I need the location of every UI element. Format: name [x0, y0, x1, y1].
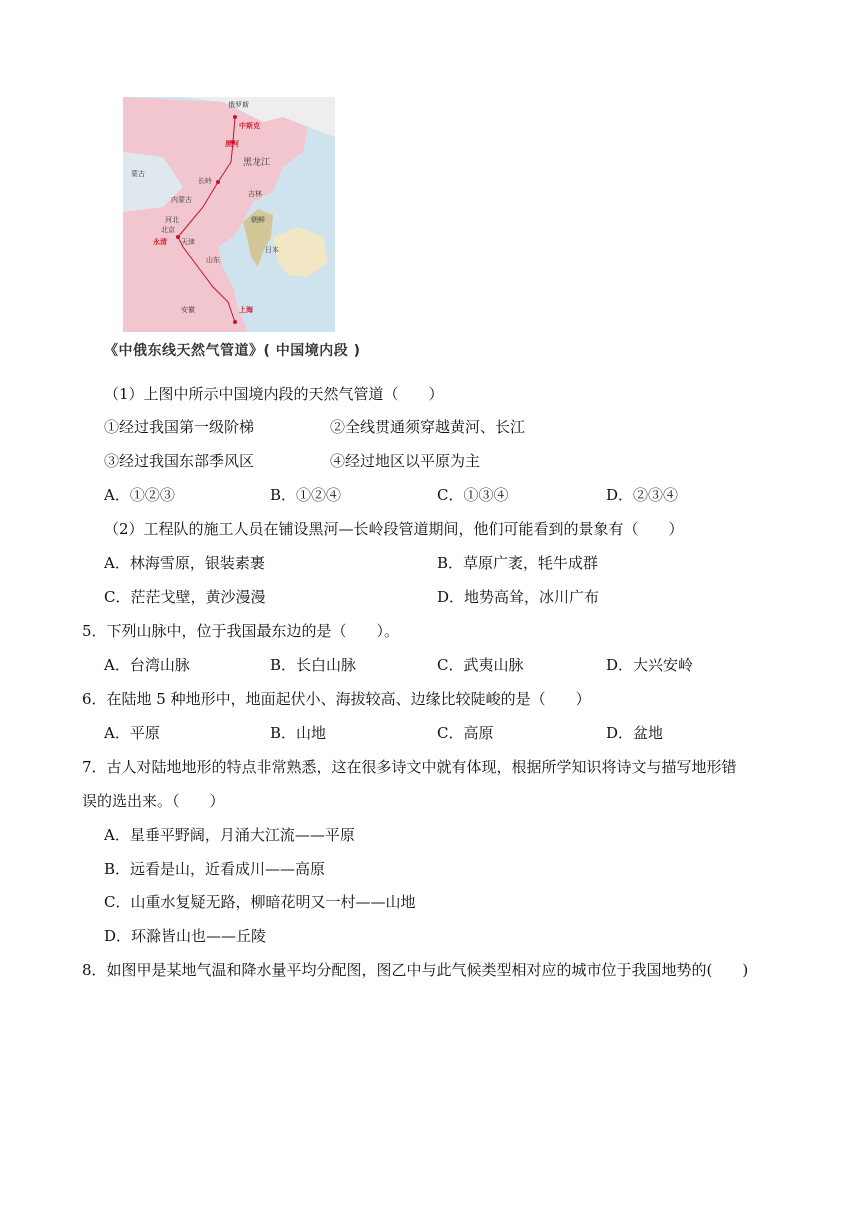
q4-1-statement-2: ②全线贯通须穿越黄河、长江 [330, 418, 526, 436]
map-label-hebei: 河北 [165, 216, 179, 224]
q4-2-option-c[interactable]: C．茫茫戈壁，黄沙漫漫 [104, 588, 266, 606]
map-label-yongqing: 永清 [153, 238, 167, 246]
pipeline-map-svg [123, 97, 335, 332]
q4-1-statement-4: ④经过地区以平原为主 [330, 452, 481, 470]
q7-option-d[interactable]: D．环滁皆山也——丘陵 [104, 927, 267, 945]
q5-stem: 5．下列山脉中，位于我国最东边的是（ ）。 [82, 622, 400, 640]
q5-option-b[interactable]: B．长白山脉 [270, 656, 357, 674]
q7-option-c[interactable]: C．山重水复疑无路，柳暗花明又一村——山地 [104, 893, 416, 911]
q4-1-option-b[interactable]: B．①②④ [270, 486, 342, 504]
q7-stem-line-2: 误的选出来。（ ） [82, 792, 225, 810]
q4-1-statement-1: ①经过我国第一级阶梯 [104, 418, 255, 436]
q7-option-a[interactable]: A．星垂平野阔，月涌大江流——平原 [104, 826, 355, 844]
map-label-neimenggu: 内蒙古 [171, 196, 192, 204]
map-label-zhongsike: 中斯克 [239, 122, 260, 130]
map-label-tianjin: 天津 [181, 238, 195, 246]
q8-stem: 8．如图甲是某地气温和降水量平均分配图，图乙中与此气候类型相对应的城市位于我国地势的( ) [82, 961, 749, 979]
map-label-jilin: 吉林 [248, 190, 262, 198]
q6-option-c[interactable]: C．高原 [437, 724, 494, 742]
map-label-shandong: 山东 [206, 256, 220, 264]
map-label-mongolia: 蒙古 [131, 170, 145, 178]
map-label-korea: 朝鲜 [251, 216, 265, 224]
q5-option-d[interactable]: D．大兴安岭 [606, 656, 694, 674]
q5-option-a[interactable]: A．台湾山脉 [104, 656, 190, 674]
q4-2-option-a[interactable]: A．林海雪原，银装素裹 [104, 554, 265, 572]
q6-option-d[interactable]: D．盆地 [606, 724, 664, 742]
map-label-anhui: 安徽 [181, 306, 195, 314]
map-label-heihe: 黑河 [225, 140, 239, 148]
q6-option-a[interactable]: A．平原 [104, 724, 160, 742]
q4-1-option-d[interactable]: D．②③④ [606, 486, 679, 504]
map-label-japan: 日本 [265, 246, 279, 254]
map-caption: 《中俄东线天然气管道》( 中国境内段 ) [104, 343, 361, 359]
q4-2-option-d[interactable]: D．地势高耸，冰川广布 [437, 588, 600, 606]
q4-1-statement-3: ③经过我国东部季风区 [104, 452, 255, 470]
q7-stem-line-1: 7．古人对陆地地形的特点非常熟悉，这在很多诗文中就有体现，根据所学知识将诗文与描写地形错 [82, 758, 737, 776]
q4-1-option-c[interactable]: C．①③④ [437, 486, 509, 504]
map-label-shanghai: 上海 [239, 306, 253, 314]
q5-option-c[interactable]: C．武夷山脉 [437, 656, 524, 674]
q6-option-b[interactable]: B．山地 [270, 724, 327, 742]
map-label-changling: 长岭 [198, 177, 212, 185]
map-label-heilongjiang: 黑龙江 [243, 158, 271, 168]
q7-option-b[interactable]: B．远看是山，近看成川——高原 [104, 860, 326, 878]
q4-1-option-a[interactable]: A．①②③ [104, 486, 175, 504]
pipeline-map [123, 97, 335, 332]
q6-stem: 6．在陆地 5 种地形中，地面起伏小、海拔较高、边缘比较陡峻的是（ ） [82, 690, 591, 708]
q4-2-option-b[interactable]: B．草原广袤，牦牛成群 [437, 554, 599, 572]
q4-2-stem: （2）工程队的施工人员在铺设黑河—长岭段管道期间，他们可能看到的景象有（ ） [104, 520, 684, 538]
map-label-russia: 俄罗斯 [228, 101, 249, 109]
q4-1-stem: （1）上图中所示中国境内段的天然气管道（ ） [104, 385, 444, 403]
map-label-beijing: 北京 [161, 226, 175, 234]
